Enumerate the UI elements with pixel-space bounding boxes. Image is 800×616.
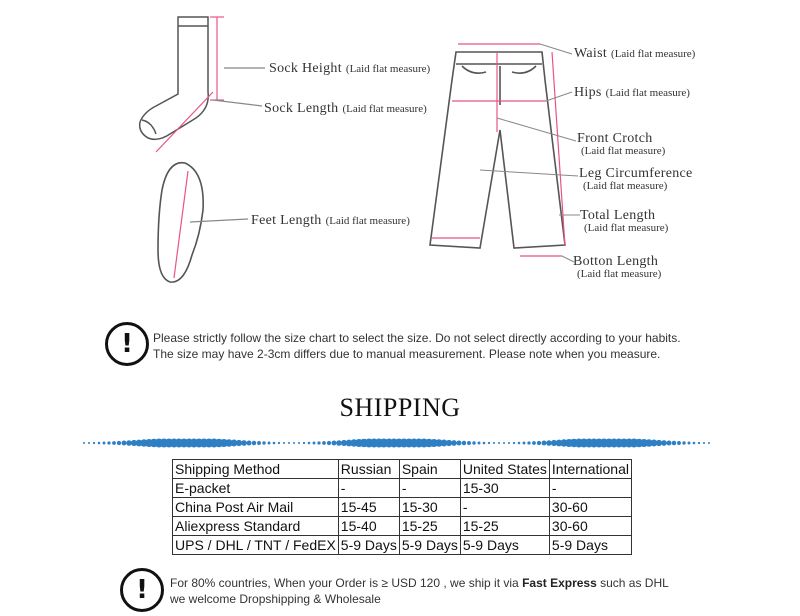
divider-dot (252, 441, 256, 445)
size-notice-text (153, 330, 681, 362)
table-cell: Aliexpress Standard (173, 517, 339, 536)
exclamation-circle-icon: ! (105, 322, 149, 366)
divider-dot (451, 440, 457, 446)
divider-dot (122, 441, 127, 446)
size-measurement-diagram (0, 0, 800, 300)
divider-dot (677, 441, 681, 445)
divider-dot (313, 442, 316, 445)
table-cell: 15-25 (460, 517, 549, 536)
divider-dot (317, 441, 320, 444)
divider-dot (682, 441, 685, 444)
divider-dot (262, 441, 265, 444)
leg-circumference-label: Leg Circumference (Laid flat measure) (579, 166, 693, 192)
divider-dot (322, 441, 326, 445)
table-header-cell: International (549, 460, 631, 479)
divider-dot (472, 441, 475, 444)
sock-illustration (140, 17, 209, 139)
front-crotch-label: Front Crotch (Laid flat measure) (577, 131, 666, 157)
divider-dot (693, 442, 696, 445)
divider-dot (88, 442, 90, 444)
divider-dot (456, 440, 461, 445)
table-cell: - (399, 479, 460, 498)
waist-label: Waist (Laid flat measure) (574, 46, 696, 61)
divider-dot (107, 441, 110, 444)
divider-dot (478, 442, 481, 445)
hips-label: Hips (Laid flat measure) (574, 85, 690, 100)
divider-dot (268, 442, 271, 445)
divider-dot (688, 442, 691, 445)
divider-dot (98, 442, 101, 445)
size-notice-line-1: Please strictly follow the size chart to select the size. Do not select directly according to your habits. (153, 331, 681, 345)
table-cell: E-packet (173, 479, 339, 498)
table-row (173, 517, 632, 536)
table-cell: China Post Air Mail (173, 498, 339, 517)
divider-dot (112, 441, 116, 445)
divider-dot (117, 441, 121, 445)
divider-dot (493, 442, 495, 444)
exclamation-circle-icon: ! (120, 568, 164, 612)
table-row (173, 498, 632, 517)
size-notice-line-2: The size may have 2-3cm differs due to manual measurement. Please note when you measure. (153, 347, 661, 361)
sock-length-label: Sock Length (Laid flat measure) (264, 101, 427, 116)
total-length-label: Total Length (Laid flat measure) (580, 208, 669, 234)
divider-dot (527, 441, 530, 444)
divider-dot (283, 442, 285, 444)
table-cell: - (549, 479, 631, 498)
table-cell: 5-9 Days (338, 536, 399, 555)
divider-dot (483, 442, 486, 445)
divider-dot (332, 441, 337, 446)
divider-dot (293, 442, 295, 444)
express-notice-line-2: we welcome Dropshipping & Wholesale (170, 592, 381, 606)
divider-dot (273, 442, 276, 445)
divider-dot (537, 441, 541, 445)
table-header-cell: Shipping Method (173, 460, 339, 479)
table-row (173, 479, 632, 498)
feet-length-label: Feet Length (Laid flat measure) (251, 213, 410, 228)
table-cell: 5-9 Days (460, 536, 549, 555)
divider-dot (698, 442, 700, 444)
divider-dot (83, 442, 85, 444)
divider-dot (298, 442, 300, 444)
divider-dot (246, 440, 251, 445)
table-header-cell: Spain (399, 460, 460, 479)
divider-dot (462, 441, 466, 445)
express-notice (120, 566, 740, 614)
shipping-table (172, 459, 632, 555)
divider-dot (532, 441, 536, 445)
table-cell: - (460, 498, 549, 517)
divider-dot (467, 441, 471, 445)
divider-dot (518, 442, 521, 445)
express-notice-line-1: For 80% countries, When your Order is ≥ USD 120 , we ship it via Fast Express such as DHL (170, 576, 669, 590)
bottom-length-label: Botton Length (Laid flat measure) (573, 254, 662, 280)
divider-dot (308, 442, 311, 445)
divider-dot (498, 442, 500, 444)
divider-dot (241, 440, 247, 446)
table-cell: - (338, 479, 399, 498)
table-cell: 15-40 (338, 517, 399, 536)
table-cell: 5-9 Days (399, 536, 460, 555)
sole-illustration (158, 163, 203, 282)
divider-dot (278, 442, 280, 444)
divider-dot (103, 442, 106, 445)
table-header-cell: Russian (338, 460, 399, 479)
divider-dot (666, 440, 671, 445)
divider-dot (672, 441, 676, 445)
table-cell: 30-60 (549, 498, 631, 517)
divider-dot (542, 441, 547, 446)
divider-dot (488, 442, 490, 444)
divider-dot (288, 442, 290, 444)
table-cell: 5-9 Days (549, 536, 631, 555)
divider-dot (708, 442, 710, 444)
divider-dot (703, 442, 705, 444)
divider-dot (327, 441, 331, 445)
fast-express-emphasis: Fast Express (522, 576, 597, 590)
table-cell: 15-30 (460, 479, 549, 498)
table-header-cell: United States (460, 460, 549, 479)
express-notice-text (170, 575, 669, 607)
table-cell: 15-30 (399, 498, 460, 517)
divider-dot (523, 442, 526, 445)
divider-dot (93, 442, 95, 444)
sock-height-label: Sock Height (Laid flat measure) (269, 61, 431, 76)
table-cell: UPS / DHL / TNT / FedEX (173, 536, 339, 555)
table-cell: 15-45 (338, 498, 399, 517)
divider-dot (513, 442, 515, 444)
table-row (173, 536, 632, 555)
table-cell: 15-25 (399, 517, 460, 536)
table-cell: 30-60 (549, 517, 631, 536)
divider-dot (257, 441, 261, 445)
size-notice (105, 322, 725, 368)
divider-dot (303, 442, 305, 444)
divider-dot (661, 440, 667, 446)
shipping-title: SHIPPING (339, 393, 461, 422)
divider-dot (508, 442, 510, 444)
divider-dot (503, 442, 505, 444)
dotted-divider (82, 436, 712, 450)
table-header-row (173, 460, 632, 479)
